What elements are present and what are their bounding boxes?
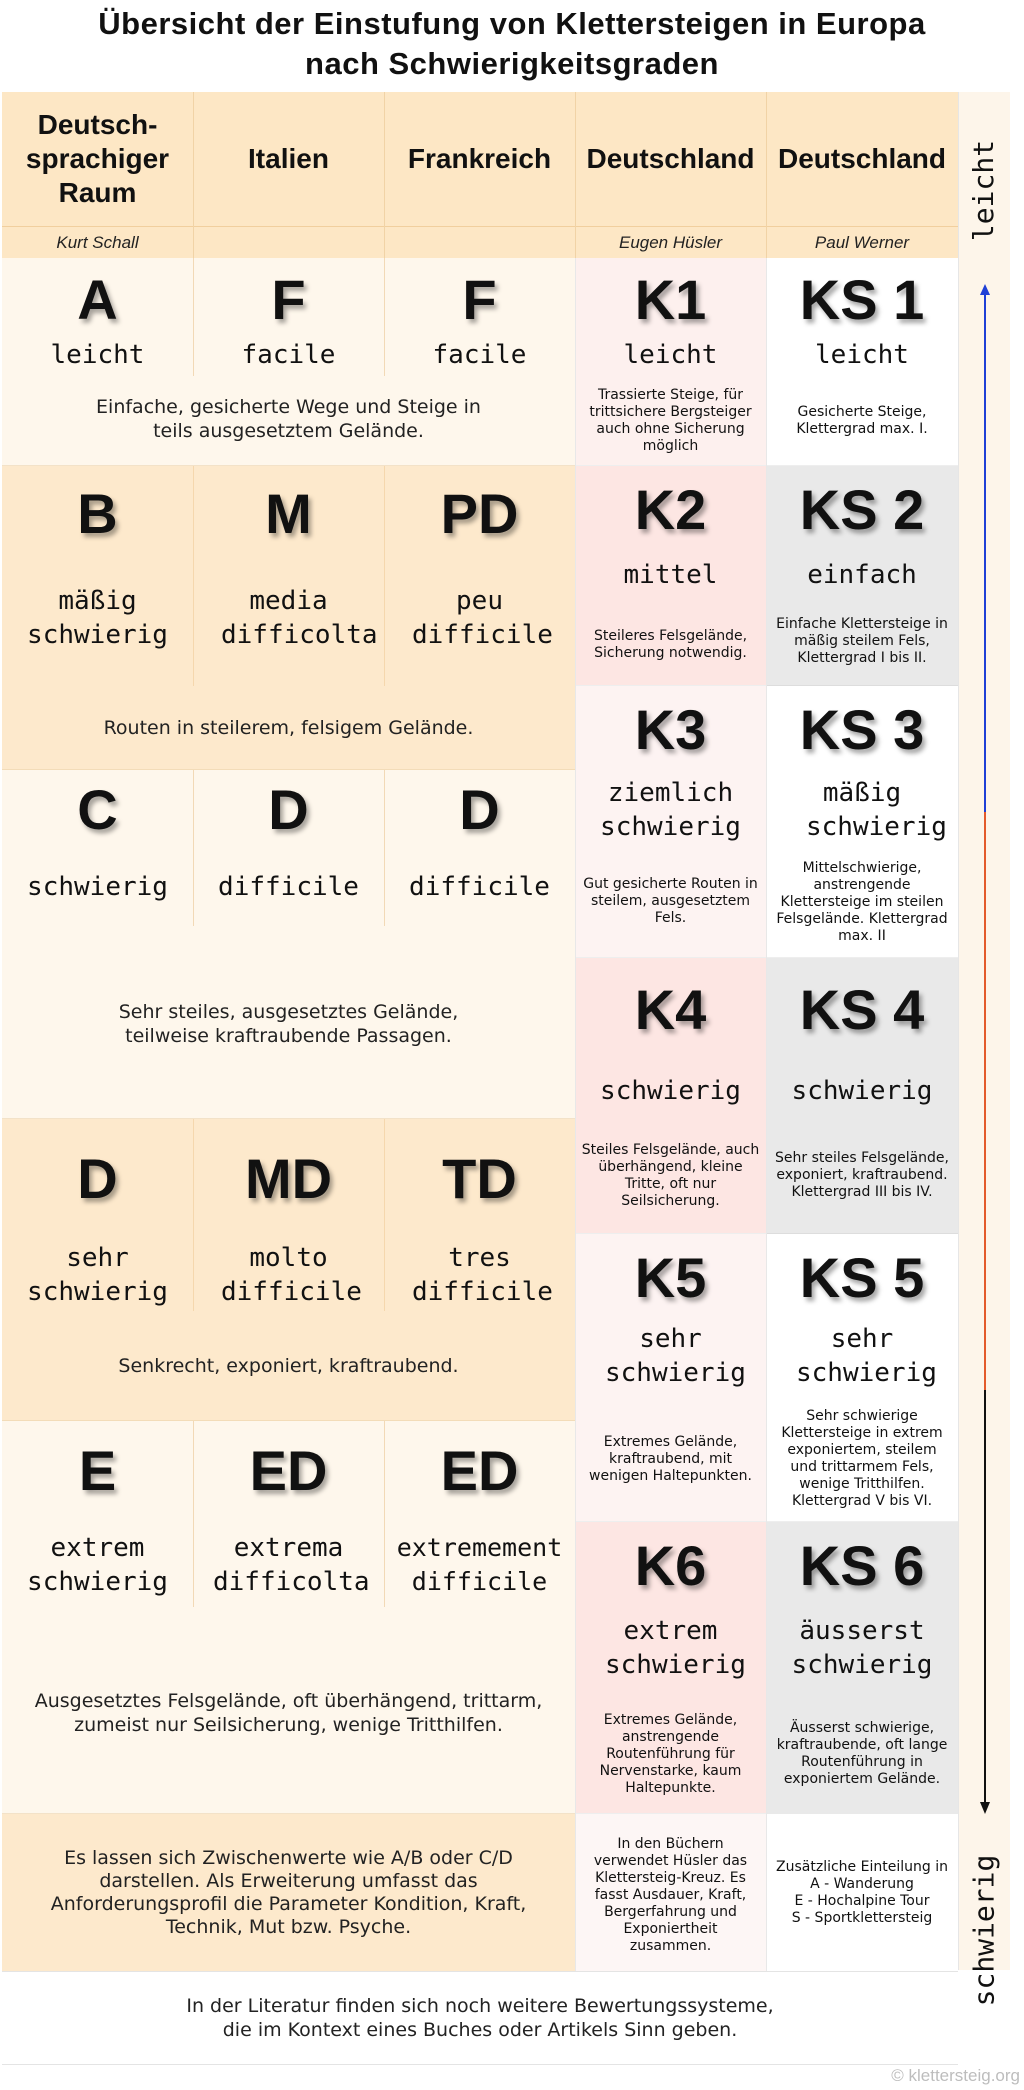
difficulty-arrow	[975, 280, 995, 1820]
note-werner-line-4: S - Sportklettersteig	[791, 1910, 933, 1926]
group-e	[2, 1421, 575, 1814]
grade-k2: K2	[634, 478, 707, 541]
level-k1: leicht	[623, 340, 718, 370]
footer	[2, 1971, 958, 2065]
ks5-cell	[766, 1234, 958, 1522]
grade-k3: K3	[634, 698, 707, 761]
desc-ks1: Gesicherte Steige, Klettergrad max. I.	[796, 404, 928, 437]
ks3-cell	[766, 686, 958, 958]
level-extrema-difficolta: extrema difficolta	[213, 1533, 370, 1597]
level-a: leicht	[50, 340, 145, 370]
desc-ks5: Sehr schwierige Klettersteige in extrem exponiertem, steilem und trittarmem Fels, wenige Tritthilfen. Klettergrad V bis VI.	[781, 1408, 943, 1509]
ks6-cell	[766, 1522, 958, 1814]
ks1-cell	[766, 258, 958, 466]
level-molto-difficile: molto difficile	[221, 1243, 362, 1307]
grade-ks3: KS 3	[799, 698, 925, 761]
author-eugen-huesler: Eugen Hüsler	[618, 232, 722, 252]
desc-k2: Steileres Felsgelände, Sicherung notwendig.	[593, 628, 748, 661]
grade-d-dach: D	[77, 1147, 118, 1210]
level-e: extrem schwierig	[27, 1533, 168, 1597]
header-dach: Deutsch-sprachiger Raum	[25, 109, 170, 208]
grade-td: TD	[442, 1147, 517, 1210]
level-facile-fr: facile	[432, 340, 527, 370]
author-paul-werner: Paul Werner	[814, 232, 910, 252]
grade-ks1: KS 1	[799, 268, 925, 331]
grade-c: C	[77, 778, 118, 841]
level-facile-it: facile	[241, 340, 336, 370]
footer-text: In der Literatur finden sich noch weitere Bewertungssysteme, die im Kontext eines Buches oder Artikels Sinn geben.	[186, 1995, 774, 2041]
grade-k1: K1	[634, 268, 707, 331]
desc-ks4: Sehr steiles Felsgelände, exponiert, kraftraubend. Klettergrad III bis IV.	[775, 1150, 949, 1200]
level-ks3: mäßig schwierig	[806, 778, 947, 842]
grade-a: A	[77, 268, 118, 331]
level-k5: sehr schwierig	[605, 1324, 746, 1388]
grade-ed-it: ED	[249, 1439, 328, 1502]
desc-group-a: Einfache, gesicherte Wege und Steige in teils ausgesetztem Gelände.	[96, 396, 481, 442]
desc-k6: Extremes Gelände, anstrengende Routenführung für Nervenstarke, kaum Haltepunkte.	[599, 1712, 742, 1796]
level-ks2: einfach	[807, 560, 917, 590]
level-d-dach: sehr schwierig	[27, 1243, 168, 1307]
note-werner	[766, 1814, 958, 1971]
copyright: © klettersteig.org	[891, 2066, 1020, 2085]
title-line-2: nach Schwierigkeitsgraden	[305, 46, 719, 81]
k1-cell	[575, 258, 766, 466]
grade-k4: K4	[634, 978, 707, 1041]
note-huesler	[575, 1814, 766, 1971]
desc-k1: Trassierte Steige, für trittsichere Bergsteiger auch ohne Sicherung möglich	[589, 387, 752, 454]
grade-f-fr: F	[462, 268, 497, 331]
grade-m: M	[265, 482, 312, 545]
note-huesler-text: In den Büchern verwendet Hüsler das Klettersteig-Kreuz. Es fasst Ausdauer, Kraft, Bergerfahrung und Exponiertheit zusammen.	[593, 1836, 748, 1954]
grade-md: MD	[244, 1147, 333, 1210]
note-werner-line-1: Zusätzliche Einteilung in	[776, 1859, 948, 1875]
k3-cell	[575, 686, 766, 958]
desc-group-d: Senkrecht, exponiert, kraftraubend.	[118, 1355, 459, 1377]
k6-cell	[575, 1522, 766, 1814]
note-dach	[2, 1814, 575, 1971]
note-werner-line-2: A - Wanderung	[810, 1876, 914, 1892]
grade-k6: K6	[634, 1534, 707, 1597]
desc-ks6: Äusserst schwierige, kraftraubende, oft lange Routenführung in exponiertem Gelände.	[776, 1720, 948, 1787]
desc-k3: Gut gesicherte Routen in steilem, ausgesetztem Fels.	[583, 876, 758, 926]
grade-d-fr: D	[459, 778, 500, 841]
grade-ks6: KS 6	[799, 1534, 925, 1597]
level-ks1: leicht	[815, 340, 909, 370]
group-a	[2, 258, 575, 466]
k5-cell	[575, 1234, 766, 1522]
header-frankreich: Frankreich	[407, 143, 552, 174]
level-ks5: sehr schwierig	[796, 1324, 937, 1388]
desc-group-b: Routen in steilerem, felsigem Gelände.	[103, 717, 474, 739]
group-d	[2, 1119, 575, 1421]
grade-ks4: KS 4	[799, 978, 925, 1041]
level-peu-difficile: peu difficile	[412, 586, 553, 650]
level-k6: extrem schwierig	[605, 1616, 746, 1680]
grade-d-it: D	[268, 778, 309, 841]
header-italien: Italien	[248, 143, 329, 174]
scale-label-schwierig: schwierig	[967, 1854, 1001, 2006]
k4-cell	[575, 958, 766, 1234]
note-dach-text: Es lassen sich Zwischenwerte wie A/B oder C/D darstellen. Als Erweiterung umfasst das Anforderungsprofil die Parameter Kondition, Kraft, Technik, Mut bzw. Psyche.	[50, 1847, 527, 1938]
level-media-difficolta: media difficolta	[221, 586, 378, 650]
grade-pd: PD	[440, 482, 519, 545]
header-deutschland-huesler: Deutschland	[586, 143, 755, 174]
grade-ks5: KS 5	[799, 1246, 925, 1309]
level-k3: ziemlich schwierig	[600, 778, 741, 842]
desc-ks3: Mittelschwierige, anstrengende Klettersteige im steilen Felsgelände. Klettergrad max. II	[776, 860, 948, 944]
ks2-cell	[766, 466, 958, 686]
level-b: mäßig schwierig	[27, 586, 168, 650]
page-title	[0, 4, 1024, 84]
desc-ks2: Einfache Klettersteige in mäßig steilem Fels, Klettergrad I bis II.	[776, 616, 948, 666]
desc-group-c: Sehr steiles, ausgesetztes Gelände, teilweise kraftraubende Passagen.	[118, 1001, 459, 1047]
level-difficile-fr: difficile	[409, 872, 550, 902]
header-deutschland-werner: Deutschland	[777, 143, 947, 174]
level-k4: schwierig	[600, 1076, 741, 1106]
level-k2: mittel	[623, 560, 718, 590]
grade-k5: K5	[634, 1246, 707, 1309]
level-extremement-difficile: extremement difficile	[396, 1533, 563, 1596]
author-kurt-schall: Kurt Schall	[56, 232, 139, 252]
level-c: schwierig	[27, 872, 168, 902]
grade-e: E	[78, 1439, 117, 1502]
desc-k4: Steiles Felsgelände, auch überhängend, kleine Tritte, oft nur Seilsicherung.	[581, 1142, 760, 1209]
grade-b: B	[77, 482, 118, 545]
grade-f-it: F	[271, 268, 306, 331]
ks4-cell	[766, 958, 958, 1234]
note-werner-line-3: E - Hochalpine Tour	[794, 1893, 930, 1909]
scale-label-leicht: leicht	[967, 139, 1001, 241]
level-difficile-it: difficile	[218, 872, 359, 902]
level-ks4: schwierig	[791, 1076, 933, 1106]
title-line-1: Übersicht der Einstufung von Klettersteigen in Europa	[98, 6, 926, 41]
grade-ks2: KS 2	[799, 478, 925, 541]
desc-group-e: Ausgesetztes Felsgelände, oft überhängend, trittarm, zumeist nur Seilsicherung, wenige Tritthilfen.	[34, 1690, 543, 1736]
level-ks6: äusserst schwierig	[791, 1616, 933, 1680]
group-c	[2, 770, 575, 1119]
grade-ed-fr: ED	[440, 1439, 519, 1502]
desc-k5: Extremes Gelände, kraftraubend, mit wenigen Haltepunkten.	[589, 1434, 752, 1484]
k2-cell	[575, 466, 766, 686]
level-tres-difficile: tres difficile	[412, 1243, 553, 1307]
group-b	[2, 466, 575, 770]
